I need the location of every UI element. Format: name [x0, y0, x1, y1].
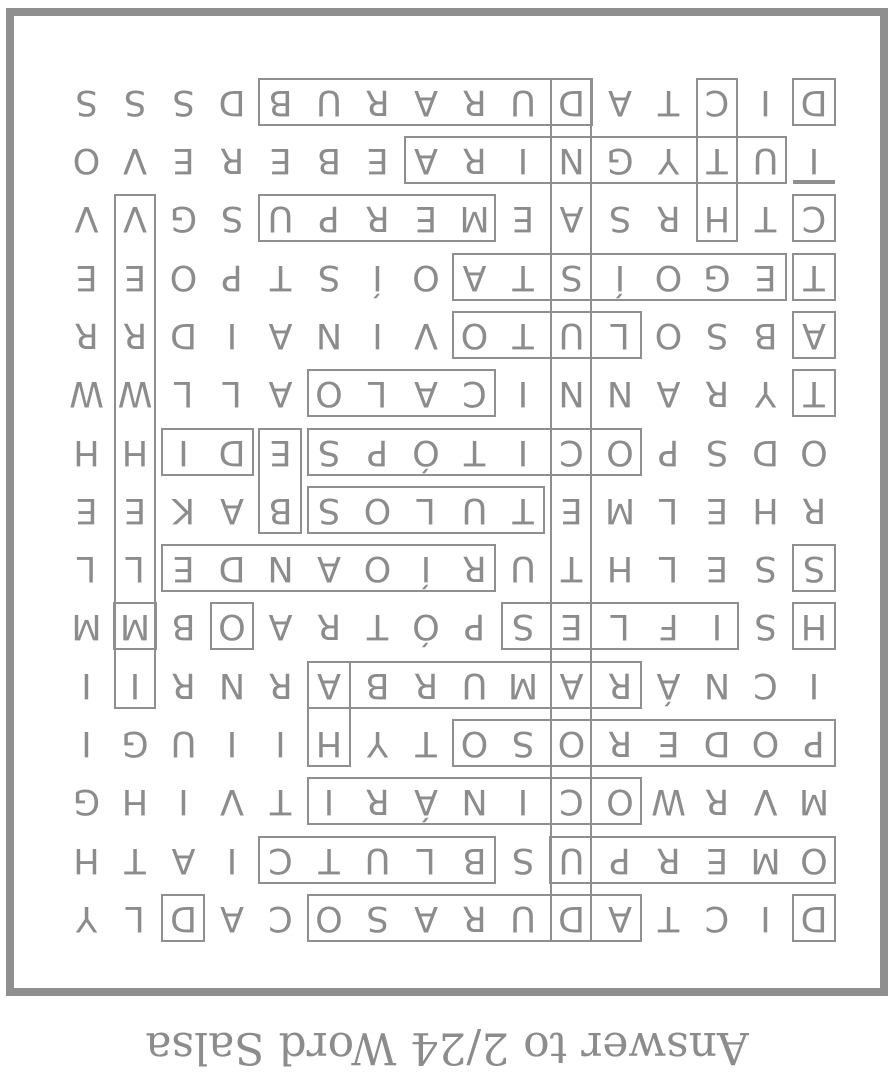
- grid-letter: G: [703, 256, 731, 297]
- grid-letter: E: [705, 839, 729, 880]
- grid-letter: E: [172, 140, 195, 181]
- grid-letter: U: [510, 81, 536, 122]
- grid-letter: H: [121, 431, 149, 472]
- grid-letter: O: [654, 256, 683, 297]
- grid-letter: U: [752, 140, 779, 181]
- grid-letter: I: [711, 606, 723, 647]
- grid-letter: C: [704, 81, 730, 122]
- grid-letter: R: [219, 140, 245, 181]
- grid-letter: N: [703, 664, 731, 705]
- grid-letter: B: [462, 839, 487, 880]
- grid-letter: O: [169, 256, 198, 297]
- answer-box: [792, 311, 836, 359]
- grid-letter: I: [275, 723, 286, 764]
- grid-letter: O: [460, 315, 489, 355]
- grid-letter: L: [125, 898, 145, 938]
- answer-box-vertical: [551, 78, 593, 942]
- grid-letter: A: [414, 898, 438, 938]
- grid-letter: H: [73, 431, 100, 472]
- grid-letter: S: [220, 198, 244, 239]
- grid-letter: T: [512, 315, 534, 355]
- grid-letter: U: [267, 198, 294, 239]
- grid-letter: T: [754, 198, 777, 239]
- grid-letter: D: [170, 315, 197, 355]
- grid-letter: R: [462, 140, 487, 181]
- answer-box: [792, 78, 836, 126]
- grid-letter: C: [559, 431, 584, 472]
- grid-letter: S: [511, 839, 535, 880]
- grid-letter: Y: [657, 140, 680, 181]
- grid-letter: P: [609, 839, 631, 880]
- grid-letter: A: [317, 548, 341, 589]
- grid-letter: V: [414, 315, 438, 355]
- grid-letter: H: [606, 548, 634, 589]
- grid-letter: M: [507, 664, 539, 705]
- grid-letter: R: [704, 781, 730, 822]
- answer-box: [453, 253, 788, 301]
- grid-letter: O: [654, 315, 683, 355]
- grid-letter: S: [317, 256, 341, 297]
- grid-letter: M: [798, 781, 830, 822]
- grid-letter: A: [608, 898, 632, 938]
- grid-letter: S: [608, 198, 632, 239]
- grid-letter: O: [606, 431, 634, 472]
- grid-letter: C: [704, 898, 730, 938]
- grid-letter: A: [220, 489, 244, 530]
- grid-letter: T: [560, 548, 583, 589]
- grid-letter: T: [803, 256, 825, 297]
- grid-letter: U: [510, 548, 536, 589]
- grid-letter: P: [803, 723, 825, 764]
- answer-box: [162, 428, 255, 476]
- grid-letter: Y: [366, 723, 389, 764]
- grid-letter: R: [74, 315, 99, 355]
- grid-letter: C: [559, 781, 584, 822]
- grid-letter: Á: [656, 664, 681, 705]
- grid-letter: I: [517, 781, 529, 822]
- answer-box: [453, 719, 837, 767]
- grid-letter: E: [366, 140, 389, 181]
- grid-letter: C: [753, 664, 778, 705]
- grid-letter: I: [129, 664, 141, 705]
- grid-letter: I: [517, 373, 529, 414]
- grid-letter: S: [366, 898, 389, 938]
- grid-letter: L: [173, 373, 194, 414]
- grid-letter: U: [170, 723, 197, 764]
- grid-letter: P: [463, 606, 486, 647]
- grid-letter: E: [75, 256, 98, 297]
- grid-letter: I: [178, 781, 189, 822]
- grid-letter: O: [606, 781, 634, 822]
- grid-letter: A: [802, 315, 826, 355]
- grid-letter: A: [559, 664, 584, 705]
- grid-letter: I: [808, 140, 820, 181]
- grid-letter: Ó: [412, 606, 440, 647]
- grid-letter: G: [606, 140, 634, 181]
- grid-letter: L: [610, 606, 630, 647]
- answer-box: [792, 544, 836, 592]
- grid-letter: I: [178, 431, 189, 472]
- grid-letter: B: [365, 664, 390, 705]
- grid-letter: S: [705, 315, 729, 355]
- grid-letter: U: [510, 898, 536, 938]
- grid-letter: Y: [754, 373, 777, 414]
- grid-letter: L: [658, 548, 679, 589]
- answer-box-vertical: [114, 194, 156, 708]
- grid-letter: O: [72, 140, 101, 181]
- grid-letter: T: [706, 140, 728, 181]
- grid-letter: A: [462, 256, 487, 297]
- grid-letter: S: [705, 431, 729, 472]
- grid-letter: A: [414, 81, 438, 122]
- grid-letter: N: [461, 781, 488, 822]
- answer-box: [453, 311, 643, 359]
- answer-box: [501, 603, 739, 651]
- grid-letter: I: [517, 140, 529, 181]
- grid-letter: E: [560, 606, 583, 647]
- grid-letter: M: [750, 839, 781, 880]
- grid-letter: A: [656, 373, 681, 414]
- grid-letter: O: [315, 898, 343, 938]
- grid-letter: R: [656, 839, 681, 880]
- grid-letter: H: [800, 606, 828, 647]
- grid-letter: I: [226, 723, 238, 764]
- grid-letter: G: [72, 781, 101, 822]
- grid-letter: E: [754, 256, 777, 297]
- grid-letter: T: [124, 839, 146, 880]
- grid-letter: R: [365, 81, 390, 122]
- grid-letter: V: [123, 140, 147, 181]
- grid-letter: D: [218, 81, 246, 122]
- grid-letter: B: [171, 606, 196, 647]
- grid-letter: R: [462, 898, 487, 938]
- grid-letter: O: [460, 723, 489, 764]
- grid-letter: H: [73, 839, 100, 880]
- grid-letter: E: [705, 548, 729, 589]
- grid-letter: R: [704, 373, 730, 414]
- grid-letter: L: [76, 548, 97, 589]
- answer-box: [259, 428, 303, 534]
- grid-letter: U: [461, 664, 488, 705]
- grid-letter: E: [414, 198, 438, 239]
- grid-letter: L: [658, 489, 679, 530]
- answer-box: [210, 603, 254, 651]
- grid-letter: S: [317, 489, 341, 530]
- grid-letter: L: [416, 839, 436, 880]
- grid-letter: H: [121, 781, 149, 822]
- grid-letter: I: [760, 81, 771, 122]
- grid-letter: I: [81, 664, 92, 705]
- grid-letter: R: [365, 198, 390, 239]
- grid-letter: S: [317, 431, 341, 472]
- grid-letter: P: [366, 431, 389, 472]
- grid-letter: R: [171, 664, 196, 705]
- grid-letter: T: [269, 781, 292, 822]
- answer-box: [792, 894, 836, 942]
- grid-letter: R: [607, 723, 633, 764]
- grid-letter: E: [511, 198, 535, 239]
- grid-letter: L: [610, 315, 630, 355]
- grid-letter: S: [802, 548, 826, 589]
- grid-letter: W: [117, 373, 153, 414]
- grid-letter: U: [558, 315, 585, 355]
- grid-letter: F: [658, 606, 679, 647]
- grid-letter: H: [703, 198, 731, 239]
- grid-letter: E: [123, 489, 147, 530]
- grid-letter: L: [125, 548, 145, 589]
- grid-letter: T: [657, 81, 680, 122]
- grid-letter: M: [604, 489, 636, 530]
- grid-letter: B: [317, 140, 342, 181]
- grid-letter: O: [800, 839, 828, 880]
- grid-letter: H: [315, 723, 343, 764]
- answer-box: [792, 369, 836, 417]
- grid-letter: O: [557, 723, 586, 764]
- grid-letter: D: [218, 548, 246, 589]
- grid-letter: O: [363, 548, 392, 589]
- grid-letter: S: [560, 256, 583, 297]
- grid-letter: O: [363, 489, 392, 530]
- grid-letter: T: [803, 373, 825, 414]
- grid-letter: T: [512, 489, 534, 530]
- answer-box-vertical: [696, 78, 738, 243]
- grid-letter: D: [218, 431, 246, 472]
- grid-letter: T: [657, 898, 680, 938]
- caption-title: Answer to 2/24 Word Salsa: [145, 1022, 749, 1073]
- grid-letter: Í: [614, 256, 626, 297]
- grid-letter: A: [220, 898, 244, 938]
- grid-letter: R: [462, 81, 487, 122]
- grid-letter: A: [268, 315, 293, 355]
- grid-letter: M: [459, 198, 490, 239]
- grid-letter: O: [218, 606, 246, 647]
- answer-box: [259, 78, 594, 126]
- grid-letter: Á: [414, 781, 438, 822]
- answer-box: [307, 486, 545, 534]
- grid-letter: O: [315, 373, 343, 414]
- answer-box: [307, 369, 497, 417]
- grid-letter: D: [800, 898, 828, 938]
- grid-letter: V: [220, 781, 244, 822]
- grid-letter: T: [463, 431, 486, 472]
- grid-letter: D: [170, 898, 197, 938]
- grid-letter: E: [269, 431, 292, 472]
- grid-letter: Í: [420, 548, 432, 589]
- grid-letter: N: [558, 140, 585, 181]
- grid-letter: A: [171, 839, 196, 880]
- answer-box-vertical: [793, 180, 835, 184]
- grid-letter: B: [753, 315, 778, 355]
- grid-letter: G: [169, 198, 198, 239]
- grid-letter: I: [226, 839, 238, 880]
- grid-letter: I: [372, 315, 383, 355]
- answer-box: [162, 894, 206, 942]
- grid-letter: A: [268, 606, 293, 647]
- grid-letter: E: [269, 140, 292, 181]
- grid-letter: K: [172, 489, 195, 530]
- grid-letter: S: [172, 81, 195, 122]
- grid-letter: T: [269, 256, 292, 297]
- grid-letter: D: [703, 723, 731, 764]
- grid-letter: S: [754, 548, 777, 589]
- grid-letter: D: [558, 81, 585, 122]
- grid-letter: D: [800, 81, 828, 122]
- grid-letter: D: [752, 431, 779, 472]
- grid-letter: S: [754, 606, 777, 647]
- grid-letter: R: [316, 606, 342, 647]
- grid-letter: O: [751, 723, 780, 764]
- answer-box: [792, 603, 836, 651]
- grid-letter: T: [415, 723, 437, 764]
- grid-letter: R: [365, 781, 390, 822]
- grid-letter: C: [268, 839, 293, 880]
- grid-letter: I: [81, 723, 92, 764]
- grid-letter: U: [461, 489, 488, 530]
- grid-letter: I: [517, 431, 529, 472]
- answer-box: [162, 544, 497, 592]
- grid-letter: I: [808, 664, 820, 705]
- grid-letter: Í: [372, 256, 383, 297]
- grid-letter: O: [412, 256, 440, 297]
- grid-letter: A: [414, 140, 438, 181]
- grid-letter: V: [753, 781, 778, 822]
- grid-letter: E: [75, 489, 98, 530]
- grid-letter: S: [511, 723, 535, 764]
- grid-letter: A: [317, 664, 341, 705]
- grid-letter: W: [69, 373, 104, 414]
- grid-letter: N: [267, 548, 294, 589]
- grid-letter: L: [416, 489, 436, 530]
- grid-letter: T: [318, 839, 340, 880]
- grid-letter: Ó: [412, 431, 440, 472]
- grid-letter: R: [607, 664, 633, 705]
- grid-letter: P: [657, 431, 680, 472]
- grid-letter: W: [651, 781, 686, 822]
- grid-letter: T: [366, 606, 389, 647]
- answer-box: [792, 194, 836, 242]
- grid-letter: D: [558, 898, 585, 938]
- grid-letter: P: [318, 198, 340, 239]
- grid-letter: Y: [75, 898, 98, 938]
- grid-letter: R: [413, 664, 439, 705]
- grid-letter: E: [172, 548, 195, 589]
- grid-letter: N: [606, 373, 634, 414]
- grid-letter: A: [268, 373, 293, 414]
- grid-letter: V: [74, 198, 99, 239]
- grid-letter: A: [559, 198, 584, 239]
- grid-letter: S: [123, 81, 147, 122]
- grid-letter: T: [512, 256, 534, 297]
- answer-box: [259, 836, 497, 884]
- grid-letter: R: [462, 548, 487, 589]
- answer-box: [259, 194, 497, 242]
- grid-letter: R: [268, 664, 293, 705]
- grid-letter: A: [608, 81, 632, 122]
- grid-letter: U: [316, 81, 342, 122]
- grid-letter: C: [801, 198, 827, 239]
- grid-letter: I: [760, 898, 771, 938]
- grid-letter: A: [414, 373, 438, 414]
- grid-letter: E: [705, 489, 729, 530]
- grid-letter: H: [752, 489, 779, 530]
- grid-letter: B: [268, 81, 293, 122]
- grid-letter: E: [560, 489, 583, 530]
- grid-letter: U: [558, 839, 585, 880]
- grid-letter: S: [75, 81, 98, 122]
- grid-letter: I: [226, 315, 238, 355]
- grid-letter: I: [323, 781, 335, 822]
- grid-letter: G: [121, 723, 149, 764]
- grid-letter: N: [315, 315, 343, 355]
- grid-letter: M: [119, 606, 151, 647]
- grid-letter: O: [800, 431, 828, 472]
- grid-letter: U: [364, 839, 391, 880]
- grid-letter: R: [122, 315, 148, 355]
- grid-letter: P: [221, 256, 243, 297]
- answer-box: [792, 253, 836, 301]
- grid-letter: V: [123, 198, 147, 239]
- grid-letter: R: [656, 198, 681, 239]
- grid-letter: L: [222, 373, 242, 414]
- grid-letter: E: [123, 256, 147, 297]
- grid-letter: R: [801, 489, 827, 530]
- grid-letter: S: [511, 606, 535, 647]
- grid-letter: E: [657, 723, 680, 764]
- grid-letter: N: [558, 373, 585, 414]
- grid-letter: B: [268, 489, 293, 530]
- grid-letter: N: [218, 664, 246, 705]
- grid-letter: C: [268, 898, 293, 938]
- grid-letter: C: [462, 373, 487, 414]
- grid-letter: L: [367, 373, 388, 414]
- grid-letter: M: [71, 606, 102, 647]
